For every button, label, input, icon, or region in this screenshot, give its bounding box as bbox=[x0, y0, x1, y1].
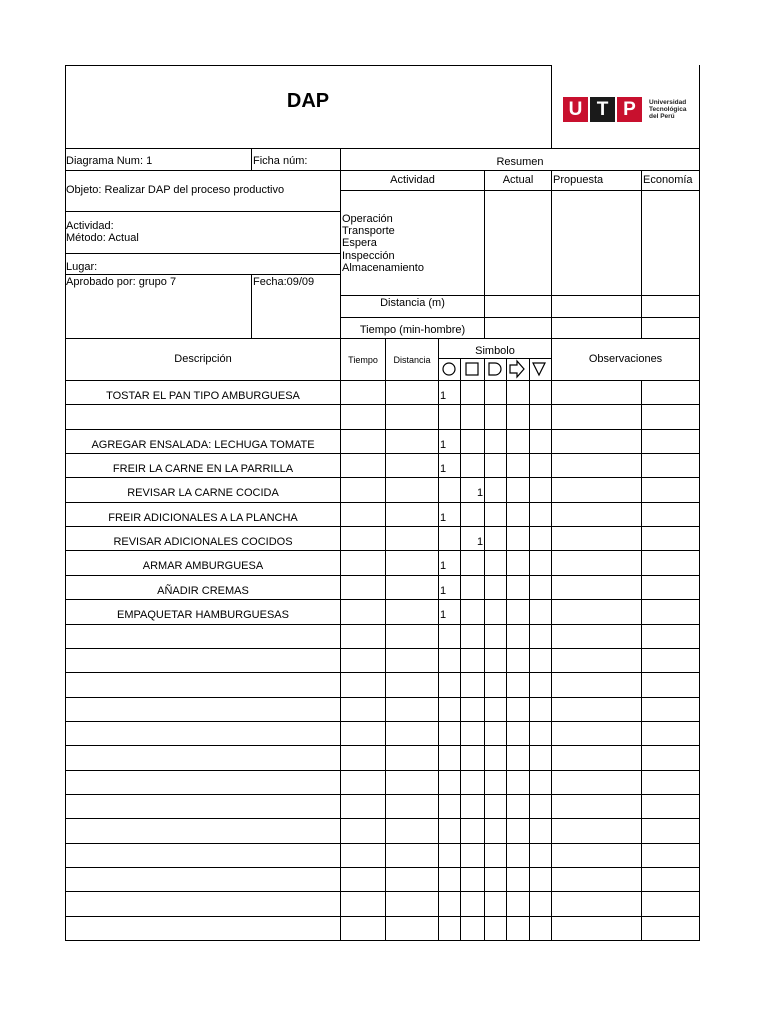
table-row-operation-mark: 1 bbox=[440, 390, 447, 402]
table-row-operation-mark: 1 bbox=[440, 439, 447, 451]
table-row-description: TOSTAR EL PAN TIPO AMBURGUESA bbox=[106, 390, 300, 402]
resumen-col-propuesta: Propuesta bbox=[553, 174, 604, 186]
table-row-operation-mark: 1 bbox=[440, 585, 447, 597]
activity-espera: Espera bbox=[342, 237, 377, 250]
table-row-inspection-mark: 1 bbox=[477, 536, 484, 548]
activity-transporte: Transporte bbox=[342, 225, 395, 238]
diagrama-num: Diagrama Num: 1 bbox=[66, 155, 153, 167]
transport-arrow-icon bbox=[510, 361, 524, 377]
activity-inspeccion: Inspección bbox=[342, 249, 395, 262]
activity-operacion: Operación bbox=[342, 213, 393, 225]
table-row-description: FREIR LA CARNE EN LA PARRILLA bbox=[112, 463, 294, 475]
resumen-activities bbox=[342, 213, 424, 274]
lugar: Lugar: bbox=[66, 261, 98, 273]
table-row-inspection-mark: 1 bbox=[477, 487, 484, 499]
table-row-operation-mark: 1 bbox=[440, 463, 447, 475]
objeto: Objeto: Realizar DAP del proceso productivo bbox=[66, 184, 285, 196]
table-row-description: AGREGAR ENSALADA: LECHUGA TOMATE bbox=[91, 439, 315, 451]
metodo: Método: Actual bbox=[66, 232, 139, 244]
table-row-operation-mark: 1 bbox=[440, 512, 447, 524]
inspection-square-icon bbox=[466, 363, 478, 375]
document-title: DAP bbox=[286, 90, 330, 112]
fecha: Fecha:09/09 bbox=[253, 276, 315, 288]
actividad-label: Actividad: bbox=[66, 220, 114, 232]
col-descripcion: Descripción bbox=[174, 353, 232, 365]
table-row-description: ARMAR AMBURGUESA bbox=[142, 560, 264, 572]
table-row-description: REVISAR LA CARNE COCIDA bbox=[127, 487, 279, 499]
col-observaciones: Observaciones bbox=[588, 353, 663, 365]
col-distancia: Distancia bbox=[393, 355, 431, 365]
logo-text: Universidad Tecnológica del Perú bbox=[649, 99, 687, 120]
col-tiempo: Tiempo bbox=[348, 355, 378, 365]
resumen-tiempo: Tiempo (min-hombre) bbox=[359, 324, 466, 336]
logo-letter-t: T bbox=[590, 97, 615, 122]
aprobado-por: Aprobado por: grupo 7 bbox=[66, 276, 177, 288]
logo-letter-p: P bbox=[617, 97, 642, 122]
delay-d-icon bbox=[489, 363, 501, 375]
table-row-description: FREIR ADICIONALES A LA PLANCHA bbox=[108, 512, 298, 524]
resumen-col-actual: Actual bbox=[502, 174, 534, 186]
col-simbolo: Simbolo bbox=[475, 345, 515, 357]
operation-circle-icon bbox=[443, 363, 455, 375]
table-row-operation-mark: 1 bbox=[440, 609, 447, 621]
ficha-num: Ficha núm: bbox=[253, 155, 308, 167]
logo-letter-u: U bbox=[563, 97, 588, 122]
table-row-operation-mark: 1 bbox=[440, 560, 447, 572]
symbol-icons bbox=[438, 358, 552, 380]
resumen-col-economia: Economía bbox=[643, 174, 693, 186]
activity-almacenamiento: Almacenamiento bbox=[342, 261, 424, 274]
table-row-description: REVISAR ADICIONALES COCIDOS bbox=[113, 536, 293, 548]
resumen-col-actividad: Actividad bbox=[390, 174, 435, 186]
table-row-description: AÑADIR CREMAS bbox=[157, 585, 249, 597]
table-row-description: EMPAQUETAR HAMBURGUESAS bbox=[117, 609, 289, 621]
resumen-distancia: Distancia (m) bbox=[380, 297, 445, 309]
resumen-title: Resumen bbox=[496, 156, 544, 168]
storage-triangle-icon bbox=[533, 363, 545, 375]
